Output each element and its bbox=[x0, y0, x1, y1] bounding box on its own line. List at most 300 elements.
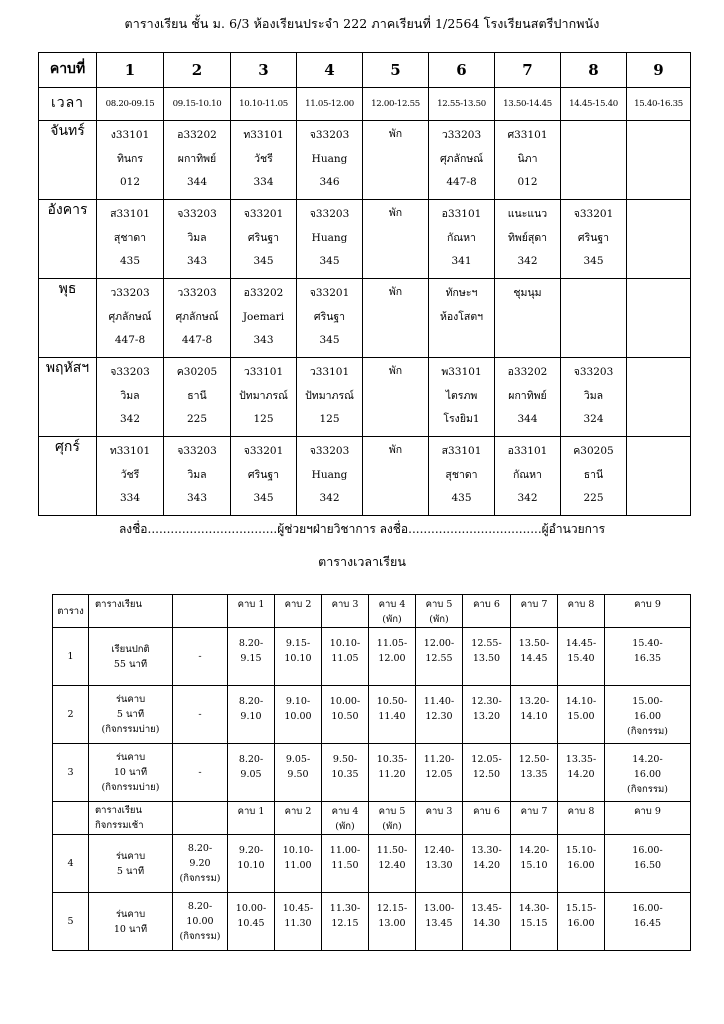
period-time-cell bbox=[275, 628, 322, 686]
period-time-cell bbox=[511, 835, 558, 893]
day-name: ศุกร์ bbox=[39, 437, 97, 516]
time-line: 10.50- bbox=[376, 696, 408, 707]
time-line: 8.20- bbox=[238, 696, 264, 707]
schedule-cell bbox=[429, 358, 495, 437]
period-time-cell bbox=[275, 686, 322, 744]
time-line: 9.50 bbox=[287, 769, 309, 780]
time-line: 16.00 bbox=[567, 860, 595, 871]
period-time-cell bbox=[558, 893, 605, 951]
page-title: ตารางเรียน ชั้น ม. 6/3 ห้องเรียนประจำ 222 ภาคเรียนที่ 1/2564 โรงเรียนสตรีปากพนัง bbox=[124, 16, 600, 31]
period-label: คาบ 7 bbox=[520, 806, 548, 817]
subject-code: ว33203 bbox=[110, 287, 150, 299]
period-header-cell bbox=[605, 802, 691, 835]
schedule-cell bbox=[627, 358, 691, 437]
time-line: 9.05 bbox=[240, 769, 262, 780]
period-number: 4 bbox=[297, 53, 363, 88]
period-time-cell bbox=[416, 835, 463, 893]
teacher-name: วิมล bbox=[120, 390, 140, 402]
teacher-name: วิมล bbox=[583, 390, 604, 402]
subject-code: พัก bbox=[388, 207, 403, 219]
schedule-cell bbox=[97, 437, 164, 516]
schedule-cell bbox=[164, 437, 231, 516]
period-time-cell bbox=[605, 893, 691, 951]
schedule-cell bbox=[231, 200, 297, 279]
day-row bbox=[39, 358, 691, 437]
time-line: 14.45- bbox=[565, 638, 597, 649]
room-number: 435 bbox=[451, 492, 472, 504]
schedule-cell bbox=[363, 358, 429, 437]
period-label: คาบ 5 bbox=[378, 806, 406, 817]
period-time-cell bbox=[511, 744, 558, 802]
time-line: 10.10 bbox=[284, 653, 312, 664]
pre-activity-time: - bbox=[198, 767, 202, 778]
time-table-blank bbox=[173, 802, 228, 835]
time-line: 15.00 bbox=[567, 711, 595, 722]
room-number: 345 bbox=[319, 255, 340, 267]
room-number: 447-8 bbox=[181, 334, 213, 346]
subject-code: อ33101 bbox=[441, 208, 482, 220]
schedule-cell bbox=[429, 121, 495, 200]
room-number: 012 bbox=[119, 176, 141, 188]
subject-code: จ33203 bbox=[309, 208, 350, 220]
period-header-cell bbox=[463, 802, 511, 835]
time-line: 16.00 bbox=[633, 769, 662, 780]
time-line: 16.00 bbox=[633, 711, 662, 722]
period-label: คาบ 2 bbox=[284, 599, 312, 610]
subject-code: อ33202 bbox=[177, 129, 217, 141]
period-label: คาบ 4 bbox=[331, 806, 359, 817]
time-line: 12.05 bbox=[425, 769, 453, 780]
time-line: 8.20- bbox=[238, 754, 264, 765]
room-number: 324 bbox=[583, 413, 604, 425]
period-number: 7 bbox=[495, 53, 561, 88]
row-number: 1 bbox=[53, 628, 89, 686]
break-label: (พัก) bbox=[382, 614, 402, 625]
period-time: 08.20-09.15 bbox=[97, 88, 164, 121]
period-number: 9 bbox=[627, 53, 691, 88]
subject-code: จ33203 bbox=[110, 366, 150, 378]
teacher-name: สุชาดา bbox=[113, 232, 147, 244]
subject-code: พัก bbox=[388, 365, 403, 377]
schedule-cell bbox=[495, 279, 561, 358]
period-label: คาบ 1 bbox=[237, 806, 265, 817]
period-time-cell bbox=[463, 628, 511, 686]
row-description bbox=[89, 686, 173, 744]
time-line: 13.30 bbox=[425, 860, 453, 871]
time-line: 16.00- bbox=[632, 903, 663, 914]
subject-code: อ33202 bbox=[507, 366, 548, 378]
period-time-cell bbox=[228, 744, 275, 802]
desc-line: 5 นาที bbox=[116, 709, 145, 720]
period-time-cell bbox=[558, 628, 605, 686]
desc-line: (กิจกรรมบ่าย) bbox=[101, 724, 160, 735]
time-line: 9.05- bbox=[285, 754, 311, 765]
room-number: 341 bbox=[451, 255, 472, 267]
time-line: 11.30 bbox=[284, 918, 312, 929]
period-label: คาบ 3 bbox=[331, 599, 359, 610]
time-line: 14.20 bbox=[472, 860, 501, 871]
time-line: 11.00 bbox=[284, 860, 312, 871]
desc-line: กิจกรรมเช้า bbox=[95, 820, 144, 831]
schedule-cell bbox=[97, 279, 164, 358]
subject-code: ค30205 bbox=[573, 445, 614, 457]
schedule-cell bbox=[429, 279, 495, 358]
time-line: 10.35 bbox=[331, 769, 359, 780]
period-header-cell bbox=[369, 595, 416, 628]
time-line: 13.30- bbox=[471, 845, 502, 856]
time-line: 9.50- bbox=[332, 754, 358, 765]
pre-activity-time: 9.20 bbox=[189, 858, 211, 869]
subject-code: ท33101 bbox=[243, 129, 284, 141]
desc-line: ร่นคาบ bbox=[115, 752, 146, 763]
room-number: 345 bbox=[319, 334, 340, 346]
time-line: 15.10 bbox=[520, 860, 548, 871]
time-line: 15.15 bbox=[520, 918, 548, 929]
time-line: 13.35 bbox=[520, 769, 548, 780]
subject-code: จ33203 bbox=[177, 208, 217, 220]
time-line: 10.50 bbox=[331, 711, 359, 722]
period-label: คาบ 9 bbox=[634, 599, 661, 610]
day-name: พฤหัสฯ bbox=[39, 358, 97, 437]
room-number: 125 bbox=[253, 413, 274, 425]
day-name: อังคาร bbox=[39, 200, 97, 279]
subject-code: อ33202 bbox=[243, 287, 284, 299]
period-time-cell bbox=[369, 744, 416, 802]
teacher-name: ปัทมาภรณ์ bbox=[239, 390, 288, 402]
period-header-cell bbox=[511, 802, 558, 835]
period-header-cell bbox=[511, 595, 558, 628]
schedule-cell bbox=[97, 121, 164, 200]
schedule-cell bbox=[231, 437, 297, 516]
schedule-cell bbox=[627, 279, 691, 358]
room-number: 345 bbox=[253, 492, 274, 504]
time-table-desc-header bbox=[89, 595, 173, 628]
period-label: คาบ 6 bbox=[473, 806, 500, 817]
pre-activity-cell bbox=[173, 893, 228, 951]
period-time-cell bbox=[511, 893, 558, 951]
teacher-name: กัณหา bbox=[513, 469, 542, 481]
period-time: 12.00-12.55 bbox=[363, 88, 429, 121]
period-header-cell bbox=[558, 802, 605, 835]
period-time-cell bbox=[558, 686, 605, 744]
room-number: 225 bbox=[583, 492, 604, 504]
teacher-name: ศรินฐา bbox=[313, 311, 346, 323]
time-line: 11.05- bbox=[376, 638, 408, 649]
subject-code: ว33101 bbox=[243, 366, 284, 378]
row-number: 3 bbox=[53, 744, 89, 802]
teacher-name: ศรินฐา bbox=[247, 469, 280, 481]
time-table-row bbox=[53, 686, 691, 744]
day-name: พุธ bbox=[39, 279, 97, 358]
subject-code: จ33201 bbox=[309, 287, 350, 299]
subject-code: ว33203 bbox=[441, 129, 482, 141]
day-row bbox=[39, 279, 691, 358]
schedule-cell bbox=[297, 279, 363, 358]
period-time-table bbox=[52, 594, 691, 951]
subject-code: จ33201 bbox=[243, 208, 284, 220]
row-description bbox=[89, 893, 173, 951]
room-number: 225 bbox=[186, 413, 208, 425]
schedule-cell bbox=[495, 121, 561, 200]
time-line: 11.05 bbox=[331, 653, 359, 664]
subject-code: พัก bbox=[388, 286, 403, 298]
period-time-cell bbox=[322, 628, 369, 686]
room-number: 342 bbox=[517, 255, 538, 267]
time-line: 9.10 bbox=[240, 711, 262, 722]
subject-code: ว33101 bbox=[309, 366, 350, 378]
schedule-cell bbox=[164, 279, 231, 358]
schedule-cell bbox=[429, 200, 495, 279]
time-line: 15.15- bbox=[565, 903, 597, 914]
schedule-cell bbox=[561, 358, 627, 437]
teacher-name: นิภา bbox=[517, 153, 538, 165]
period-time-cell bbox=[558, 835, 605, 893]
time-line: 9.10- bbox=[285, 696, 311, 707]
period-header-cell bbox=[228, 802, 275, 835]
time-row bbox=[39, 88, 691, 121]
day-row bbox=[39, 200, 691, 279]
teacher-name: ผกาทิพย์ bbox=[508, 390, 547, 402]
pre-activity-cell bbox=[173, 686, 228, 744]
period-time-cell bbox=[228, 835, 275, 893]
schedule-cell bbox=[495, 200, 561, 279]
period-header-cell bbox=[275, 595, 322, 628]
time-line: 9.15 bbox=[240, 653, 262, 664]
time-line: 12.15 bbox=[331, 918, 359, 929]
day-row bbox=[39, 437, 691, 516]
time-line: 15.10- bbox=[565, 845, 597, 856]
time-line: 10.00- bbox=[329, 696, 361, 707]
period-label: คาบ 6 bbox=[473, 599, 500, 610]
row-number: 4 bbox=[53, 835, 89, 893]
room-number: 342 bbox=[119, 413, 141, 425]
teacher-name: กัณหา bbox=[447, 232, 476, 244]
time-line: 10.10- bbox=[329, 638, 361, 649]
time-line: 13.45 bbox=[425, 918, 453, 929]
schedule-cell bbox=[363, 437, 429, 516]
time-line: 11.50 bbox=[331, 860, 359, 871]
schedule-cell bbox=[627, 121, 691, 200]
time-line: 12.30 bbox=[425, 711, 453, 722]
time-line: 16.35 bbox=[633, 653, 662, 664]
time-line: 11.40 bbox=[378, 711, 406, 722]
time-line: 10.35- bbox=[376, 754, 408, 765]
room-number: 344 bbox=[186, 176, 208, 188]
time-table-blank bbox=[53, 802, 89, 835]
room-number: 343 bbox=[186, 492, 208, 504]
time-line: 15.00- bbox=[632, 696, 663, 707]
time-label: เวลา bbox=[39, 88, 97, 121]
time-table-row bbox=[53, 628, 691, 686]
desc-line: 5 นาที bbox=[116, 865, 145, 877]
schedule-cell bbox=[561, 121, 627, 200]
time-line: 13.20 bbox=[472, 711, 501, 722]
teacher-name: ธานี bbox=[583, 469, 604, 481]
period-label: คาบ 5 bbox=[425, 599, 453, 610]
time-line: 16.00 bbox=[567, 918, 595, 929]
time-line: 14.10- bbox=[565, 696, 597, 707]
period-time-cell bbox=[322, 744, 369, 802]
schedule-cell bbox=[297, 437, 363, 516]
pre-activity-time: - bbox=[198, 709, 202, 720]
desc-line: เรียนปกติ bbox=[111, 643, 150, 655]
period-time: 13.50-14.45 bbox=[495, 88, 561, 121]
schedule-cell bbox=[363, 279, 429, 358]
schedule-cell bbox=[561, 200, 627, 279]
period-time-cell bbox=[511, 628, 558, 686]
schedule-cell bbox=[561, 279, 627, 358]
pre-activity-time: (กิจกรรม) bbox=[179, 931, 221, 942]
pre-activity-time: 10.00 bbox=[186, 916, 214, 927]
pre-activity-cell bbox=[173, 744, 228, 802]
pre-activity-time: 8.20- bbox=[187, 901, 213, 912]
period-time-cell bbox=[463, 835, 511, 893]
desc-line: 55 นาที bbox=[113, 658, 148, 670]
time-line: 13.35- bbox=[565, 754, 597, 765]
teacher-name: วัชรี bbox=[120, 469, 140, 481]
teacher-name: ศุภลักษณ์ bbox=[175, 311, 219, 323]
subject-code: จ33203 bbox=[309, 445, 350, 457]
period-time-cell bbox=[228, 686, 275, 744]
period-time-cell bbox=[558, 744, 605, 802]
time-line: 10.45 bbox=[237, 918, 265, 929]
time-line: 12.40 bbox=[378, 860, 406, 871]
period-header-cell bbox=[463, 595, 511, 628]
teacher-name: วิมล bbox=[187, 469, 207, 481]
schedule-cell bbox=[97, 358, 164, 437]
teacher-name: Joemari bbox=[242, 311, 285, 323]
teacher-name: วิมล bbox=[187, 232, 207, 244]
day-row bbox=[39, 121, 691, 200]
desc-line: (กิจกรรมบ่าย) bbox=[101, 782, 160, 793]
subject-code: ส33101 bbox=[110, 208, 150, 220]
period-time-cell bbox=[369, 628, 416, 686]
period-time-cell bbox=[463, 686, 511, 744]
time-line: 10.45- bbox=[282, 903, 314, 914]
teacher-name: ไตรภพ bbox=[445, 390, 478, 402]
teacher-name: ศุภลักษณ์ bbox=[108, 311, 152, 323]
time-line: 8.20- bbox=[238, 638, 264, 649]
schedule-cell bbox=[429, 437, 495, 516]
period-number: 8 bbox=[561, 53, 627, 88]
period-time-cell bbox=[369, 893, 416, 951]
subject-code: จ33203 bbox=[177, 445, 217, 457]
class-schedule-table bbox=[38, 52, 691, 516]
time-line: (กิจกรรม) bbox=[627, 726, 668, 737]
period-time-cell bbox=[228, 628, 275, 686]
time-line: 13.50- bbox=[518, 638, 550, 649]
schedule-cell bbox=[297, 200, 363, 279]
subject-code: ส33101 bbox=[441, 445, 482, 457]
room-number: 435 bbox=[119, 255, 141, 267]
time-table-header-row bbox=[53, 595, 691, 628]
period-time-cell bbox=[605, 686, 691, 744]
schedule-cell bbox=[363, 200, 429, 279]
subject-code: ศ33101 bbox=[507, 129, 548, 141]
time-table-row bbox=[53, 744, 691, 802]
time-line: 14.45 bbox=[520, 653, 548, 664]
teacher-name: ทิพย์สุดา bbox=[507, 232, 548, 244]
time-line: 15.40- bbox=[632, 638, 663, 649]
schedule-cell bbox=[97, 200, 164, 279]
subject-code: แนะแนว bbox=[507, 208, 548, 220]
time-line: 15.40 bbox=[567, 653, 595, 664]
subject-code: พัก bbox=[388, 128, 403, 140]
room-number: 343 bbox=[253, 334, 274, 346]
room-number: 344 bbox=[517, 413, 538, 425]
room-number: 334 bbox=[253, 176, 274, 188]
teacher-name: ทินกร bbox=[116, 153, 144, 165]
row-description bbox=[89, 835, 173, 893]
time-table-title: ตารางเวลาเรียน bbox=[318, 554, 406, 569]
schedule-cell bbox=[495, 437, 561, 516]
subject-code: พัก bbox=[388, 444, 403, 456]
time-line: 12.55- bbox=[471, 638, 502, 649]
desc-line: 10 นาที bbox=[113, 923, 148, 935]
subject-code: ง33101 bbox=[110, 129, 150, 141]
schedule-cell bbox=[495, 358, 561, 437]
schedule-cell bbox=[164, 200, 231, 279]
time-line: 12.40- bbox=[423, 845, 455, 856]
period-time: 12.55-13.50 bbox=[429, 88, 495, 121]
period-time-cell bbox=[228, 893, 275, 951]
subject-code: จ33203 bbox=[309, 129, 350, 141]
schedule-cell bbox=[231, 358, 297, 437]
time-line: 14.30 bbox=[472, 918, 501, 929]
period-header-cell bbox=[228, 595, 275, 628]
period-header-label: คาบที่ bbox=[39, 53, 97, 88]
room-number: 345 bbox=[253, 255, 274, 267]
time-line: 11.00- bbox=[329, 845, 361, 856]
period-time-cell bbox=[463, 893, 511, 951]
period-time-cell bbox=[463, 744, 511, 802]
teacher-name: ปัทมาภรณ์ bbox=[305, 390, 354, 402]
subject-code: ว33203 bbox=[177, 287, 217, 299]
subject-code: ท33101 bbox=[109, 445, 151, 457]
time-line: 11.30- bbox=[329, 903, 361, 914]
teacher-name: ธานี bbox=[187, 390, 207, 402]
break-label: (พัก) bbox=[429, 614, 449, 625]
time-line: 12.55 bbox=[425, 653, 453, 664]
time-line: 12.15- bbox=[376, 903, 408, 914]
period-time-cell bbox=[322, 835, 369, 893]
period-time-cell bbox=[416, 744, 463, 802]
period-number: 2 bbox=[164, 53, 231, 88]
time-table-blank bbox=[173, 595, 228, 628]
row-description bbox=[89, 628, 173, 686]
period-label: คาบ 8 bbox=[567, 806, 595, 817]
time-line: 14.20 bbox=[567, 769, 595, 780]
room-number: 447-8 bbox=[114, 334, 146, 346]
subject-code: ชุมนุม bbox=[513, 287, 542, 299]
time-line: 14.10 bbox=[520, 711, 548, 722]
desc-line: ร่นคาบ bbox=[115, 908, 146, 920]
period-header-cell bbox=[275, 802, 322, 835]
teacher-name: Huang bbox=[311, 153, 348, 165]
teacher-name: ศรินฐา bbox=[577, 232, 610, 244]
period-time: 11.05-12.00 bbox=[297, 88, 363, 121]
time-line: 14.20- bbox=[518, 845, 550, 856]
schedule-cell bbox=[164, 121, 231, 200]
pre-activity-cell bbox=[173, 835, 228, 893]
room-number: 342 bbox=[517, 492, 538, 504]
time-line: 12.50- bbox=[518, 754, 550, 765]
period-header-cell bbox=[369, 802, 416, 835]
period-label: คาบ 9 bbox=[634, 806, 661, 817]
period-number: 6 bbox=[429, 53, 495, 88]
period-header-cell bbox=[416, 595, 463, 628]
period-label: คาบ 1 bbox=[237, 599, 265, 610]
